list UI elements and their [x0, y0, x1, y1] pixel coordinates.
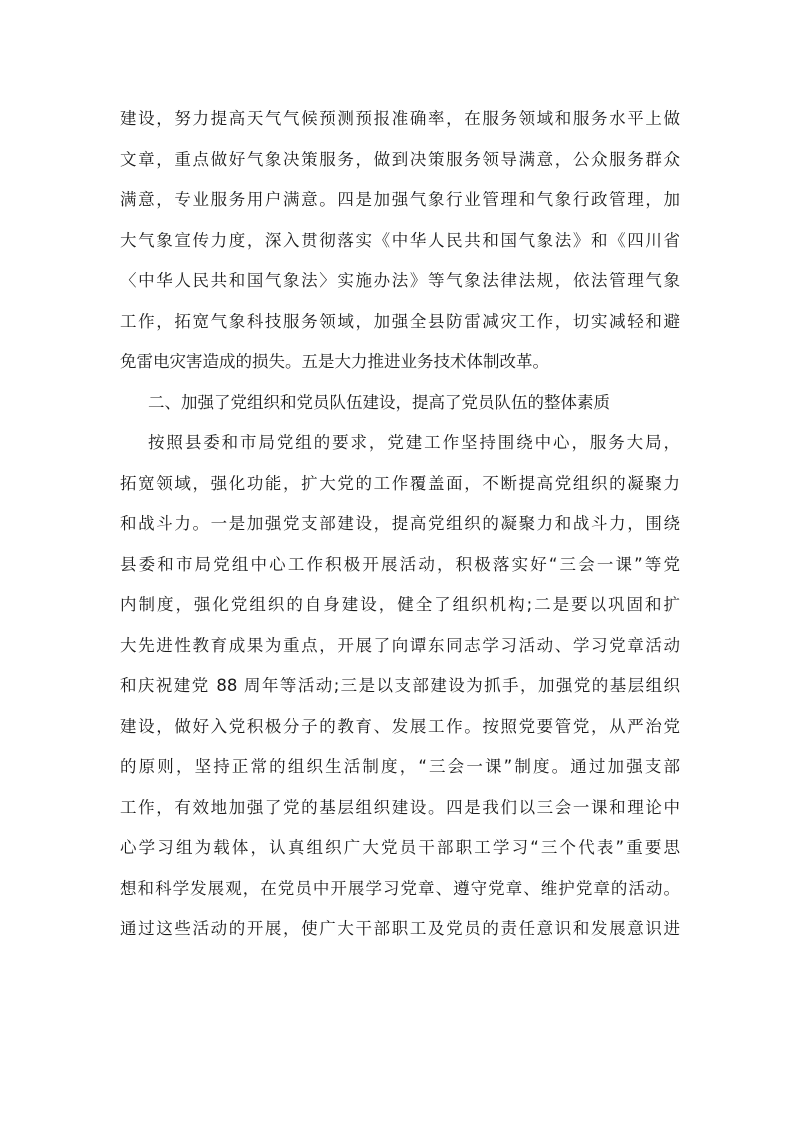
text-line: 大先进性教育成果为重点，开展了向谭东同志学习活动、学习党章活动: [120, 635, 680, 655]
text-line: 满意，专业服务用户满意。四是加强气象行业管理和气象行政管理，加: [120, 190, 680, 209]
text-line: 工作，拓宽气象科技服务领域，加强全县防雷减灾工作，切实减轻和避: [120, 311, 680, 331]
text-line: 的原则，坚持正常的组织生活制度，“三会一课”制度。通过加强支部: [120, 757, 680, 776]
section-heading: 二、加强了党组织和党员队伍建设，提高了党员队伍的整体素质: [148, 392, 610, 412]
text-line: 内制度，强化党组织的自身建设，健全了组织机构;二是要以巩固和扩: [120, 595, 680, 614]
text-line: 工作，有效地加强了党的基层组织建设。四是我们以三会一课和理论中: [120, 797, 680, 817]
text-line: 和战斗力。一是加强党支部建设，提高党组织的凝聚力和战斗力，围绕: [120, 514, 680, 533]
body-text: [120, 99, 680, 950]
text-line: 拓宽领域，强化功能，扩大党的工作覆盖面，不断提高党组织的凝聚力: [120, 473, 680, 493]
text-line: 大气象宣传力度，深入贯彻落实《中华人民共和国气象法》和《四川省: [120, 230, 680, 250]
paragraph-first-line: 按照县委和市局党组的要求，党建工作坚持围绕中心，服务大局，: [148, 433, 680, 452]
text-line: 建设，做好入党积极分子的教育、发展工作。按照党要管党，从严治党: [120, 716, 680, 736]
text-line: 〈中华人民共和国气象法〉实施办法》等气象法律法规，依法管理气象: [120, 271, 680, 290]
text-line: 和庆祝建党 88 周年等活动;三是以支部建设为抓手，加强党的基层组织: [120, 676, 680, 695]
text-line: 建设，努力提高天气气候预测预报准确率，在服务领域和服务水平上做: [120, 109, 680, 128]
text-line: 县委和市局党组中心工作积极开展活动，积极落实好“三会一课”等党: [120, 554, 680, 574]
text-line: 心学习组为载体，认真组织广大党员干部职工学习“三个代表”重要思: [120, 838, 680, 857]
text-line: 通过这些活动的开展，使广大干部职工及党员的责任意识和发展意识进: [120, 919, 680, 938]
text-line: 想和科学发展观，在党员中开展学习党章、遵守党章、维护党章的活动。: [120, 878, 680, 898]
text-line: 文章，重点做好气象决策服务，做到决策服务领导满意，公众服务群众: [120, 149, 680, 169]
text-line: 免雷电灾害造成的损失。五是大力推进业务技术体制改革。: [120, 352, 549, 371]
